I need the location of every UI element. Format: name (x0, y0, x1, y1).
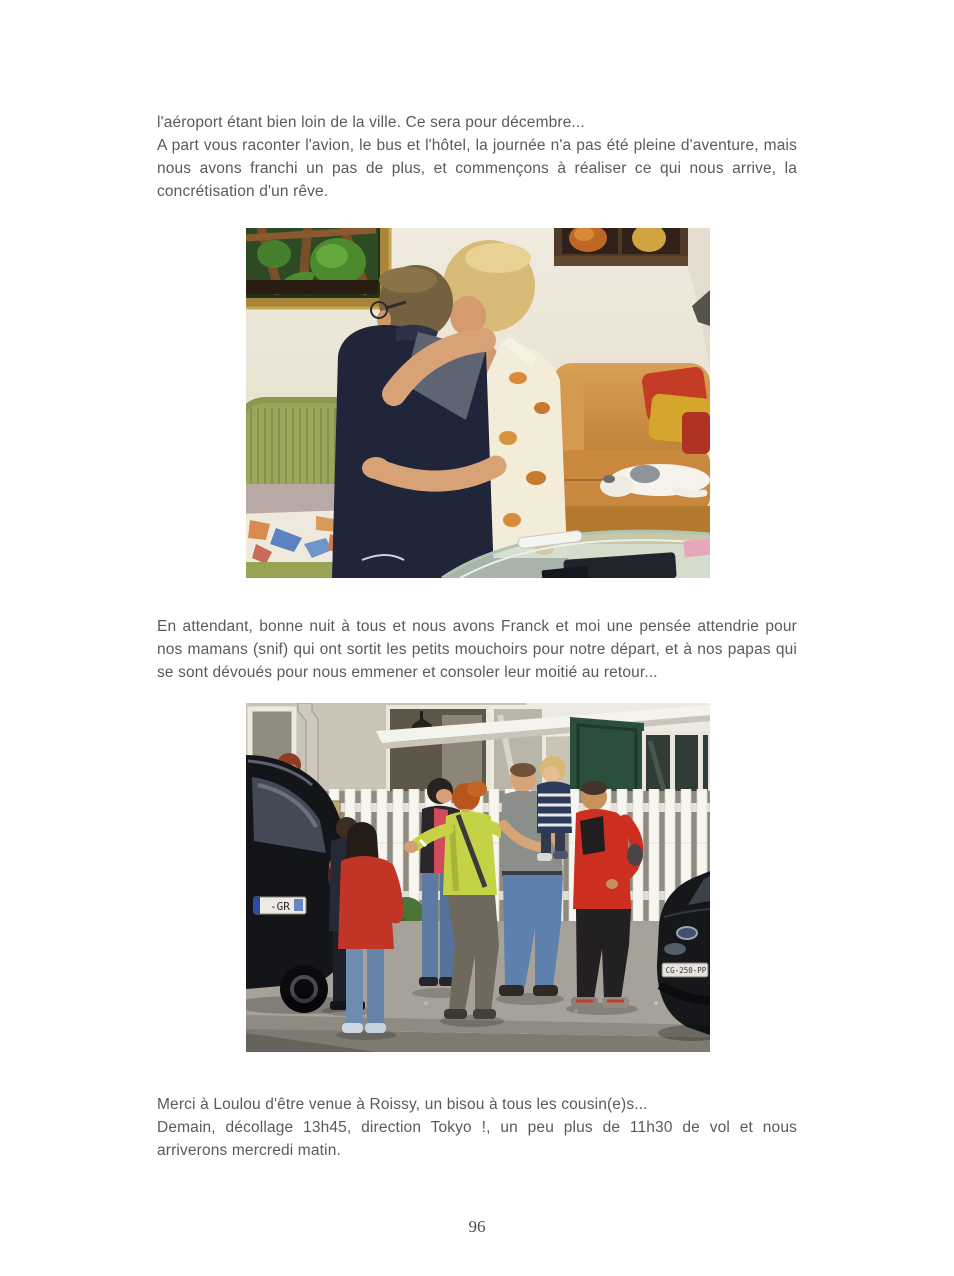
photo2-illustration (246, 703, 710, 1052)
paragraph-thanks (157, 1093, 797, 1162)
elbow-panel (627, 844, 643, 866)
photo-family-farewell (246, 703, 710, 1052)
svg-text:CG-250-PP: CG-250-PP (665, 966, 707, 975)
pink-object (683, 539, 710, 558)
paragraph-intro-body: A part vous raconter l'avion, le bus et l'hôtel, la journée n'a pas été pleine d'aventure, mais nous avons franchi un pas de plus, et commençons à réaliser ce qui nous arrive, la concrétisation d'un rêve. (157, 137, 797, 200)
license-plate-left (254, 897, 306, 914)
license-plate-right (662, 963, 708, 977)
svg-text:-GR: -GR (270, 900, 290, 913)
woman-hand (362, 457, 390, 479)
paragraph-intro-line1: l'aéroport étant bien loin de la ville. Ce sera pour décembre... (157, 114, 585, 131)
paragraph-intro (157, 111, 797, 203)
red-pillow-2 (682, 412, 710, 454)
black-pants (576, 909, 631, 999)
paragraph-goodnight: En attendant, bonne nuit à tous et nous avons Franck et moi une pensée attendrie pour nos mamans (snif) qui ont sortit les petits mouchoirs pour notre départ, et à nos papas qui se sont dévoués pour nous emmener et consoler leur moitié au retour... (157, 618, 797, 681)
leather-sofa (546, 363, 710, 544)
paragraph-thanks-line1: Merci à Loulou d'être venue à Roissy, un bisou à tous les cousin(e)s... (157, 1096, 648, 1113)
headlight (664, 943, 686, 955)
car-badge (677, 927, 697, 939)
painting-tropical (246, 228, 390, 308)
painting-fruits-dark (554, 228, 688, 266)
photo1-illustration (246, 228, 710, 578)
page-number: 96 (468, 1217, 486, 1236)
chest-pocket (580, 816, 605, 855)
photo-hug-living-room (246, 228, 710, 578)
paragraph-thanks-body: Demain, décollage 13h45, direction Tokyo !, un peu plus de 11h30 de vol et nous arriverons mercredi matin. (157, 1119, 797, 1159)
